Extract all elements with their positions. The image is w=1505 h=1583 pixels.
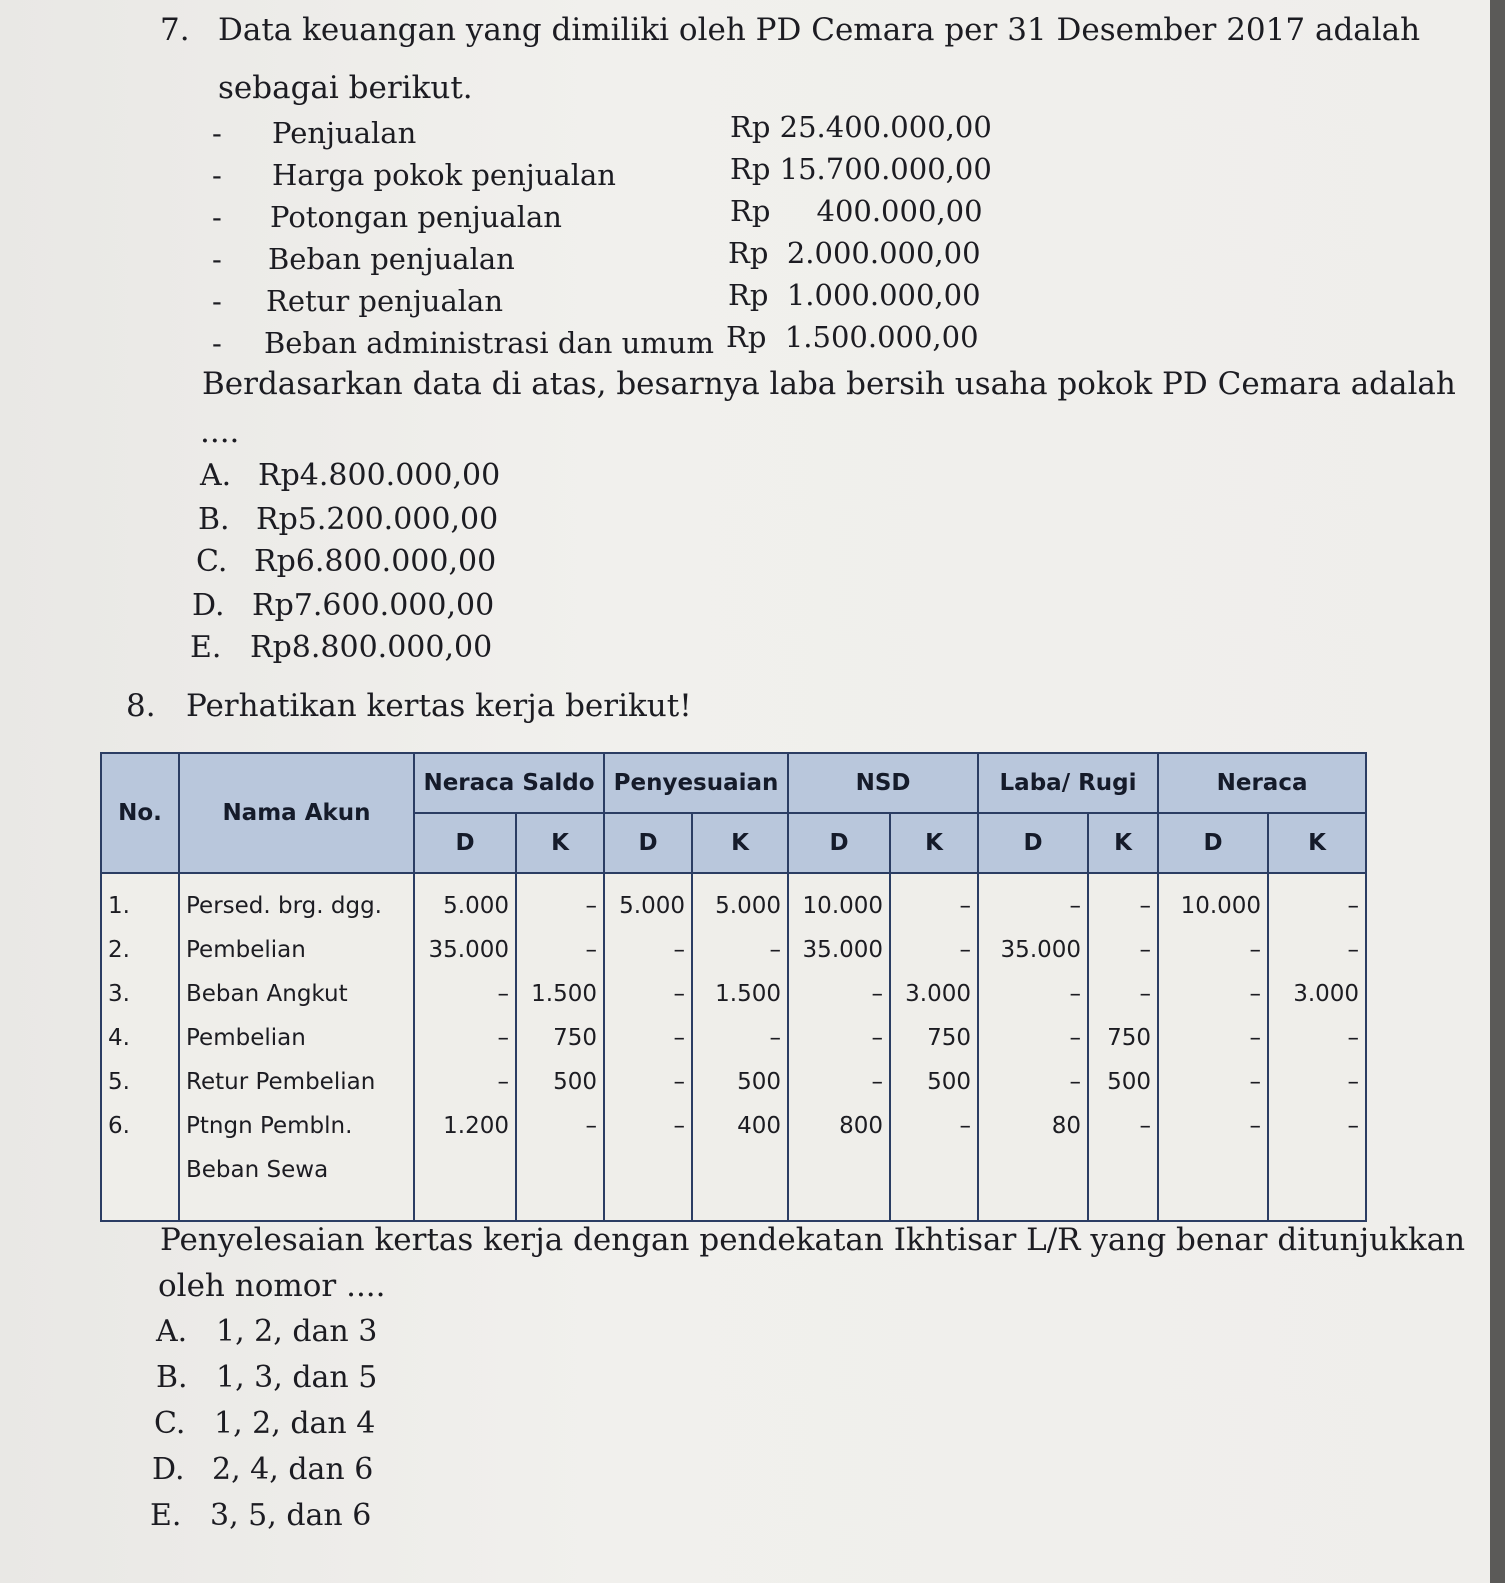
table-cell: – [673,937,686,963]
list-item-label: Penjualan [272,116,417,150]
table-cell: – [1249,1069,1262,1095]
column-penyesuaian-kredit [692,873,788,1221]
header-penyesuaian: Penyesuaian [604,753,788,813]
question-8-intro: Perhatikan kertas kerja berikut! [186,688,692,724]
table-cell: – [1139,893,1152,919]
header-kredit: K [890,813,978,873]
table-cell: 35.000 [802,937,884,963]
header-nama-akun: Nama Akun [179,753,414,873]
question-7-ellipsis: .... [200,414,240,450]
answer-option-letter: C. [196,544,228,579]
header-debit: D [788,813,890,873]
table-cell: 500 [553,1069,598,1095]
list-item-amount: Rp 1.000.000,00 [728,278,981,312]
header-kredit: K [692,813,788,873]
question-8-number: 8. [126,688,156,724]
table-cell: – [585,1113,598,1139]
table-cell: – [1139,937,1152,963]
table-cell [523,1148,597,1192]
table-cell: – [1069,1025,1082,1051]
header-debit: D [414,813,516,873]
header-kredit: K [1088,813,1158,873]
header-debit: D [978,813,1088,873]
table-cell: – [1069,893,1082,919]
table-cell [985,1148,1081,1192]
header-neraca-saldo: Neraca Saldo [414,753,604,813]
header-kredit: K [516,813,604,873]
table-cell: 1.200 [443,1113,509,1139]
list-item-label: Potongan penjualan [270,200,562,234]
table-cell: – [959,893,972,919]
header-no: No. [101,753,179,873]
table-cell: 5. [108,1069,130,1095]
table-cell: – [871,981,884,1007]
table-cell: 400 [737,1113,782,1139]
table-cell [108,1148,172,1192]
list-item-label: Beban penjualan [268,242,515,276]
table-cell: – [497,981,509,1007]
list-item-bullet: - [212,242,222,276]
list-item-bullet: - [212,200,222,234]
table-cell: – [959,1113,972,1139]
table-cell: – [497,1025,509,1051]
answer-option-text: Rp5.200.000,00 [256,502,499,537]
question-8-prompt-line2: oleh nomor .... [158,1268,386,1304]
header-debit: D [604,813,692,873]
table-cell [795,1148,883,1192]
answer-option-text: 1, 3, dan 5 [216,1360,378,1395]
answer-option-text: Rp6.800.000,00 [254,544,497,579]
answer-option-text: Rp4.800.000,00 [258,458,501,493]
table-cell: 500 [927,1069,972,1095]
answer-option-letter: D. [152,1452,185,1487]
table-cell: – [673,981,686,1007]
column-nsd-kredit [890,873,978,1221]
list-item-bullet: - [212,326,222,360]
table-cell [897,1148,971,1192]
table-cell: 5.000 [619,893,686,919]
table-cell: 5.000 [715,893,782,919]
table-cell: – [1139,981,1152,1007]
table-cell: – [1347,893,1360,919]
table-cell: 80 [1051,1113,1082,1139]
table-cell: 500 [737,1069,782,1095]
table-cell: – [1347,1113,1360,1139]
table-cell: 4. [108,1025,130,1051]
table-cell: 2. [108,937,130,963]
list-item-label: Harga pokok penjualan [272,158,616,192]
table-cell: Pembelian [186,937,306,963]
answer-option-letter: E. [150,1498,182,1533]
column-neraca-saldo-kredit [516,873,604,1221]
list-item-amount: Rp 400.000,00 [730,194,983,228]
answer-option-text: 1, 2, dan 3 [216,1314,378,1349]
table-cell: 10.000 [1180,893,1262,919]
answer-option-letter: C. [154,1406,186,1441]
table-cell: 1. [108,893,130,919]
table-cell: 6. [108,1113,130,1139]
page-edge [1490,0,1505,1583]
table-cell: 35.000 [1000,937,1082,963]
table-cell: 3. [108,981,130,1007]
list-item-amount: Rp 25.400.000,00 [730,110,992,144]
table-cell: 3.000 [905,981,972,1007]
table-cell: 750 [553,1025,598,1051]
answer-option-letter: D. [192,588,225,623]
list-item-bullet: - [212,284,222,318]
answer-option-text: 1, 2, dan 4 [214,1406,376,1441]
table-cell: – [1249,981,1262,1007]
table-cell: – [1249,937,1262,963]
column-neraca-debit [1158,873,1268,1221]
answer-option-letter: A. [200,458,232,493]
table-cell: – [1069,1069,1082,1095]
table-cell [1275,1148,1359,1192]
table-cell: Retur Pembelian [186,1069,376,1095]
table-cell: 500 [1107,1069,1152,1095]
table-cell: 35.000 [428,937,509,963]
column-no [101,873,179,1221]
list-item-label: Retur penjualan [266,284,504,318]
table-cell: – [871,1069,884,1095]
table-cell: – [871,1025,884,1051]
answer-option-text: 3, 5, dan 6 [210,1498,372,1533]
column-nsd-debit [788,873,890,1221]
column-neraca-kredit [1268,873,1366,1221]
list-item-label: Beban administrasi dan umum [264,326,714,360]
list-item-amount: Rp 2.000.000,00 [728,236,981,270]
table-cell: 5.000 [443,893,509,919]
column-nama-akun [179,873,414,1221]
answer-option-letter: E. [190,630,222,665]
table-cell: – [769,937,782,963]
table-cell: – [1069,981,1082,1007]
table-cell: 1.500 [531,981,598,1007]
question-7-number: 7. [160,12,190,48]
table-cell: Beban Sewa [186,1157,329,1183]
table-cell: – [673,1069,686,1095]
table-cell [611,1148,685,1192]
question-7-prompt: Berdasarkan data di atas, besarnya laba bersih usaha pokok PD Cemara adalah [202,366,1456,402]
table-cell: – [1347,1069,1360,1095]
table-cell: – [1139,1113,1152,1139]
list-item-bullet: - [212,116,222,150]
column-penyesuaian-debit [604,873,692,1221]
table-cell: 10.000 [802,893,884,919]
table-cell: – [1347,937,1360,963]
header-debit: D [1158,813,1268,873]
question-7-intro-line2: sebagai berikut. [218,70,473,106]
table-cell [699,1148,781,1192]
answer-option-letter: B. [198,502,230,537]
table-cell: – [585,893,598,919]
table-cell: Ptngn Pembln. [186,1113,353,1139]
table-cell: – [497,1069,509,1095]
table-cell: Persed. brg. dgg. [186,893,382,919]
list-item-amount: Rp 15.700.000,00 [730,152,992,186]
column-laba-rugi-kredit [1088,873,1158,1221]
answer-option-text: Rp7.600.000,00 [252,588,495,623]
answer-option-letter: A. [156,1314,188,1349]
list-item-bullet: - [212,158,222,192]
table-cell: 3.000 [1293,981,1360,1007]
table-cell: – [1347,1025,1360,1051]
table-cell: Beban Angkut [186,981,348,1007]
table-cell: Pembelian [186,1025,306,1051]
table-cell: – [959,937,972,963]
answer-option-text: 2, 4, dan 6 [212,1452,374,1487]
table-cell [1165,1148,1261,1192]
worksheet-table [100,752,1367,1222]
question-8-prompt-line1: Penyelesaian kertas kerja dengan pendekatan Ikhtisar L/R yang benar ditunjukkan [160,1222,1466,1258]
header-laba-rugi: Laba/ Rugi [978,753,1158,813]
list-item-amount: Rp 1.500.000,00 [726,320,979,354]
header-nsd: NSD [788,753,978,813]
answer-option-letter: B. [156,1360,188,1395]
table-cell: – [673,1025,686,1051]
table-cell: – [1249,1025,1262,1051]
question-7-intro-line1: Data keuangan yang dimiliki oleh PD Cemara per 31 Desember 2017 adalah [218,12,1421,48]
table-cell: – [769,1025,782,1051]
header-kredit: K [1268,813,1366,873]
table-cell: 750 [1107,1025,1152,1051]
table-cell: – [1249,1113,1262,1139]
answer-option-text: Rp8.800.000,00 [250,630,493,665]
table-cell [421,1148,509,1192]
column-neraca-saldo-debit [414,873,516,1221]
table-cell [1095,1148,1151,1192]
column-laba-rugi-debit [978,873,1088,1221]
header-neraca: Neraca [1158,753,1366,813]
table-cell: – [673,1113,686,1139]
table-cell: 1.500 [715,981,782,1007]
table-cell: – [585,937,598,963]
table-cell: 800 [839,1113,884,1139]
table-cell: 750 [927,1025,972,1051]
